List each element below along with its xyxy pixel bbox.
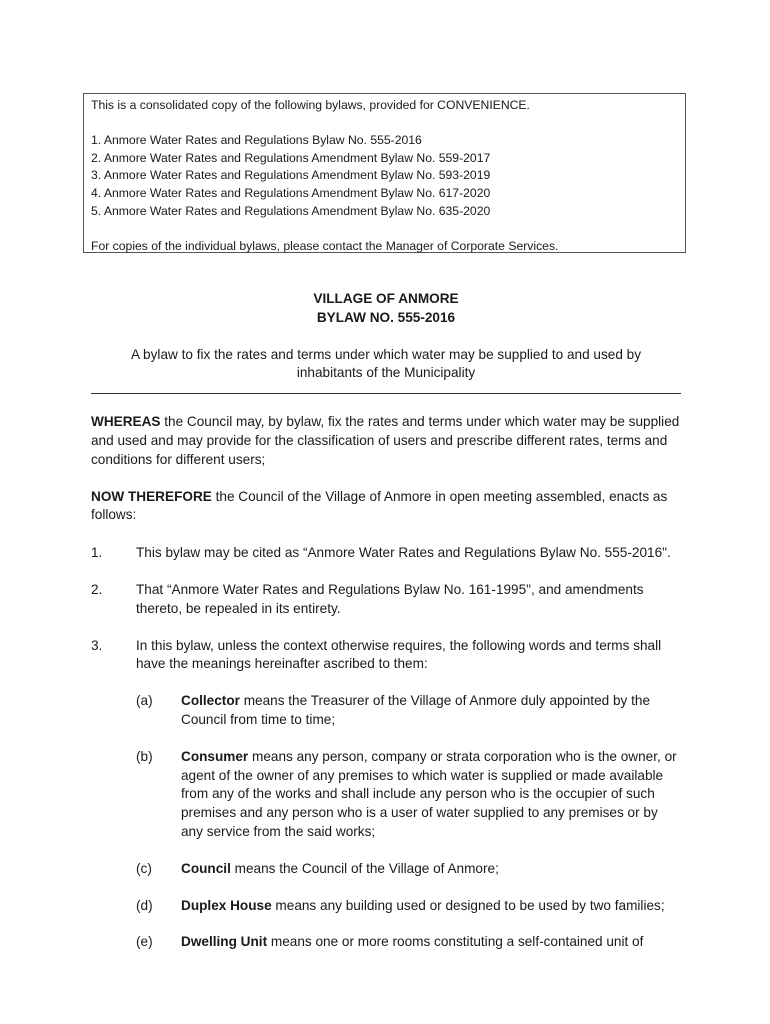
section-1 [91, 544, 681, 563]
whereas-text: the Council may, by bylaw, fix the rates and terms under which water may be supplied and used and may provide for the classification of users and prescribe different rates, terms and conditions for different users; [91, 414, 680, 467]
definition-text: means any person, company or strata corporation who is the owner, or agent of the owner of any premises to which water is supplied or made available from any of the works and shall include any person who is the occupier of such premises and any person who is a user of water supplied to any premises or by any service from the said works; [181, 748, 677, 839]
definition-body [181, 933, 643, 952]
definition-text: means the Treasurer of the Village of Anmore duly appointed by the Council from time to time; [181, 693, 651, 727]
definition-letter: (a) [136, 693, 153, 709]
definition-body [181, 897, 665, 916]
bylaw-document [91, 290, 681, 952]
definition-text: means one or more rooms constituting a self-contained unit of [267, 934, 644, 950]
notice-bylaw-item: 4. Anmore Water Rates and Regulations Amendment Bylaw No. 617-2020 [91, 185, 491, 200]
notice-intro: This is a consolidated copy of the following bylaws, provided for CONVENIENCE. [91, 98, 530, 112]
definition-d [136, 897, 681, 916]
definition-b [136, 748, 681, 842]
section-number: 3. [91, 637, 103, 653]
section-2 [91, 581, 681, 619]
definition-term: Council [181, 860, 231, 876]
definition-letter: (d) [136, 897, 153, 913]
notice-bylaw-item: 3. Anmore Water Rates and Regulations Amendment Bylaw No. 593-2019 [91, 168, 491, 183]
enacting-text: the Council of the Village of Anmore in open meeting assembled, enacts as follows: [91, 488, 668, 523]
definition-body [181, 692, 681, 730]
definition-term: Dwelling Unit [181, 934, 268, 950]
enacting-lead: NOW THEREFORE [91, 488, 212, 504]
enacting-clause [91, 488, 681, 526]
section-text: In this bylaw, unless the context otherwise requires, the following words and terms shall have the meanings hereinafter ascribed to them: [136, 637, 662, 672]
section-3 [91, 637, 681, 675]
whereas-clause [91, 413, 681, 469]
definition-term: Consumer [181, 748, 249, 764]
definition-letter: (b) [136, 748, 153, 764]
section-text: That “Anmore Water Rates and Regulations Bylaw No. 161-1995", and amendments thereto, be repealed in its entirety. [136, 581, 644, 616]
definition-term: Duplex House [181, 897, 272, 913]
definition-text: means any building used or designed to be used by two families; [271, 897, 665, 913]
definition-body [181, 748, 681, 842]
definition-body [181, 860, 499, 879]
definition-text: means the Council of the Village of Anmore; [230, 860, 499, 876]
consolidation-notice-box [83, 93, 686, 253]
notice-bylaw-item: 5. Anmore Water Rates and Regulations Amendment Bylaw No. 635-2020 [91, 203, 491, 218]
definition-a [136, 692, 681, 730]
definition-c [136, 860, 681, 879]
definition-e [136, 933, 681, 952]
section-number: 1. [91, 545, 103, 561]
whereas-lead: WHEREAS [91, 414, 161, 430]
section-number: 2. [91, 581, 103, 597]
notice-contact: For copies of the individual bylaws, please contact the Manager of Corporate Services. [91, 238, 559, 253]
village-title: VILLAGE OF ANMORE [313, 291, 459, 306]
bylaw-number: BYLAW NO. 555-2016 [316, 309, 456, 325]
definition-letter: (c) [136, 860, 152, 876]
notice-bylaw-item: 2. Anmore Water Rates and Regulations Amendment Bylaw No. 559-2017 [91, 150, 491, 165]
section-text: This bylaw may be cited as “Anmore Water Rates and Regulations Bylaw No. 555-2016". [136, 545, 671, 561]
definition-letter: (e) [136, 934, 153, 950]
bylaw-purpose: A bylaw to fix the rates and terms under which water may be supplied to and used by inhabitants of the Municipality [130, 346, 642, 381]
definition-term: Collector [181, 693, 240, 709]
notice-bylaw-item: 1. Anmore Water Rates and Regulations Bylaw No. 555-2016 [91, 133, 422, 148]
